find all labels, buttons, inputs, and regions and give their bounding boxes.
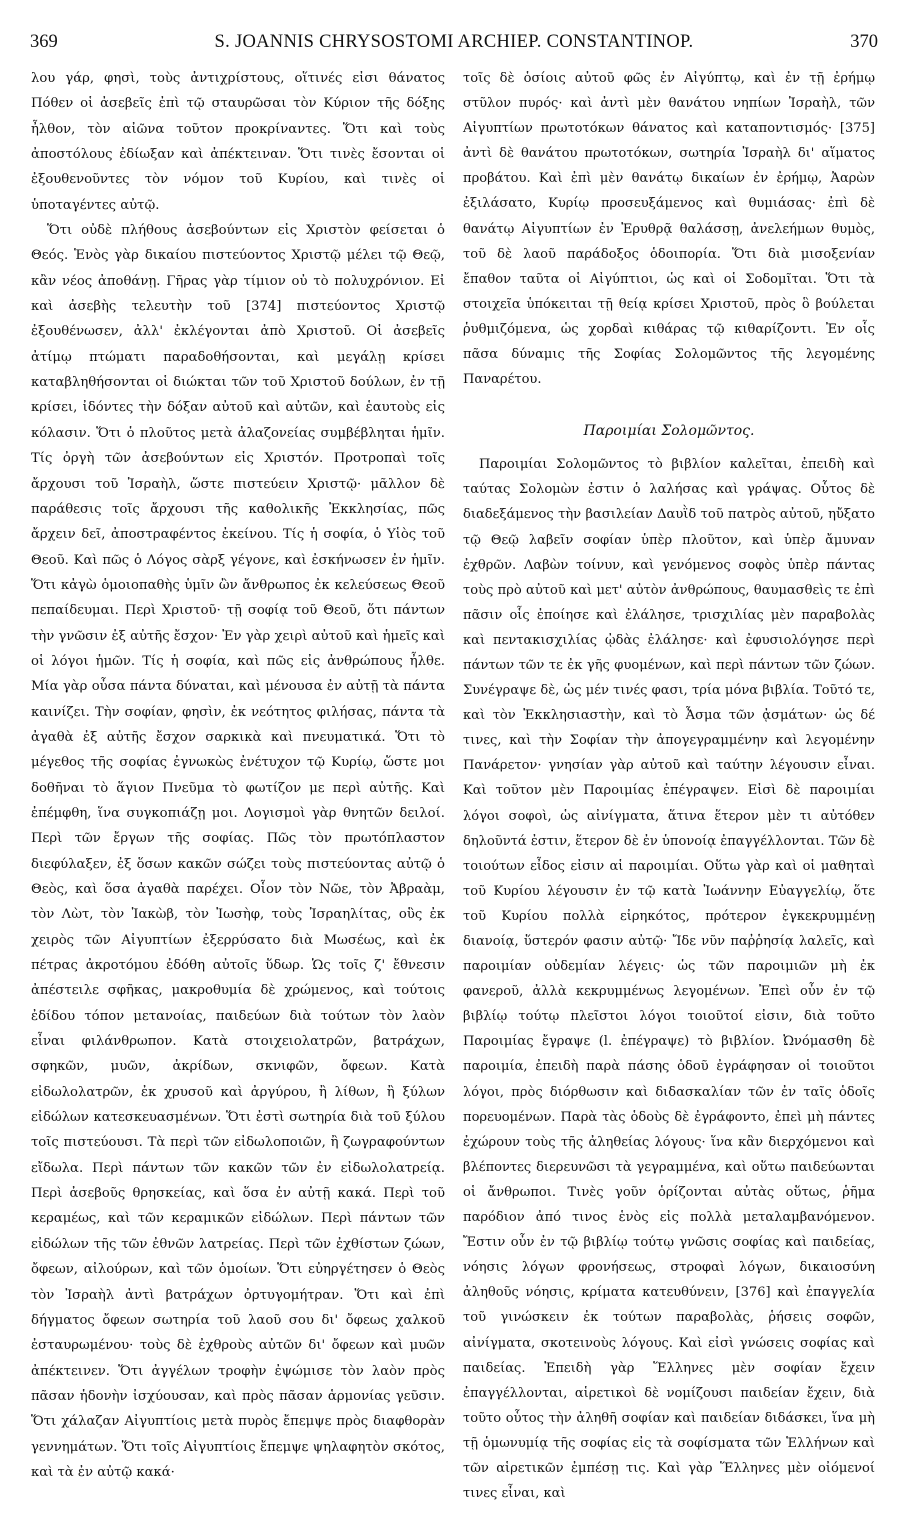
- running-title: S. JOANNIS CHRYSOSTOMI ARCHIEP. CONSTANTINOP.: [214, 32, 694, 52]
- right-intro-paragraph: τοῖς δὲ ὁσίοις αὐτοῦ φῶς ἐν Αἰγύπτῳ, καὶ ἐν τῇ ἐρήμῳ στῦλον πυρός· καὶ ἀντὶ μὲν θανάτου νηπίων Ἰσραὴλ, τῶν Αἰγυπτίων πρωτοτόκων θάνατος καὶ καταποντισμός· [375] ἀντὶ δὲ θανάτου πρωτοτόκων, σωτηρία Ἰσραὴλ δι' αἵματος προβάτου. Καὶ ἐπὶ μὲν θανάτῳ δικαίων ἐν ἐρήμῳ, Ἀαρὼν ἐξιλάσατο, Κυρίῳ προσευξάμενος καὶ θυμιάσας· ἐπὶ δὲ θανάτῳ Αἰγυπτίων ἐν Ἐρυθρᾷ θαλάσσῃ, ἀνελεήμων θυμὸς, τοῦ δὲ λαοῦ παράδοξος ὁδοιπορία. Ὅτι διὰ μισοξενίαν ἔπαθον ταῦτα οἱ Αἰγύπτιοι, ὡς καὶ οἱ Σοδομῖται. Ὅτι τὰ στοιχεῖα ὑπόκειται τῇ θείᾳ κρίσει Χριστοῦ, πρὸς ὃ βούλεται ῥυθμιζόμενα, ὡς χορδαὶ κιθάρας τῷ κιθαρίζοντι. Ἐν οἷς πᾶσα δύναμις τῆς Σοφίας Σολομῶντος τῆς λεγομένης Παναρέτου.: [463, 71, 875, 388]
- left-paragraph-2: Ὅτι οὐδὲ πλήθους ἀσεβούντων εἰς Χριστὸν φείσεται ὁ Θεός. Ἑνὸς γὰρ δικαίου πιστεύοντος Χριστῷ μέλει τῷ Θεῷ, κἂν νέος ἀποθάνῃ. Γῆρας γὰρ τίμιον οὐ τὸ πολυχρόνιον. Εἰ καὶ ἀσεβὴς τελευτὴν τοῦ [374] πιστεύοντος Χριστῷ ἐξουθένωσεν, ἀλλ' ἐκλέγονται ἀπὸ Χριστοῦ. Οἱ ἀσεβεῖς ἀτίμῳ πτώματι παραδοθήσονται, καὶ μεγάλῃ κρίσει καταβληθήσονται οἱ διώκται τῶν τοῦ Χριστοῦ δούλων, ἐν τῇ κρίσει, ἰδόντες τὴν δόξαν αὐτοῦ καὶ αὐτῶν, καὶ ἑαυτοὺς εἰς κόλασιν. Ὅτι ὁ πλοῦτος μετὰ ἀλαζονείας συμβέβληται ἡμῖν. Τίς ὀργὴ τῶν ἀσεβούντων εἰς Χριστόν. Προτροπαὶ τοῖς ἄρχουσι τοῦ Ἰσραὴλ, ὥστε πιστεύειν Χριστῷ· μᾶλλον δὲ παράθεσις τοῖς ἄρχουσι τῆς καθολικῆς Ἐκκλησίας, πῶς ἄρχειν δεῖ, ἀποστραφέντος ἐκείνου. Τίς ἡ σοφία, ὁ Υἱὸς τοῦ Θεοῦ. Καὶ πῶς ὁ Λόγος σὰρξ γέγονε, καὶ ἐσκήνωσεν ἐν ἡμῖν. Ὅτι κἀγὼ ὁμοιοπαθὴς ὑμῖν ὢν ἄνθρωπος ἐκ κελεύσεως Θεοῦ πεπαίδευμαι. Περὶ Χριστοῦ· τῇ σοφίᾳ τοῦ Θεοῦ, ὅτι πάντων τὴν γνῶσιν ἐξ αὐτῆς ἔσχον· Ἐν γὰρ χειρὶ αὐτοῦ καὶ ἡμεῖς καὶ οἱ λόγοι ἡμῶν. Τίς ἡ σοφία, καὶ πῶς εἰς ἀνθρώπους ἦλθε. Μία γὰρ οὖσα πάντα δύναται, καὶ μένουσα ἐν αὐτῇ τὰ πάντα καινίζει. Τὴν σοφίαν, φησὶν, ἐκ νεότητος φιλήσας, πάντα τὰ ἀγαθὰ ἐξ αὐτῆς ἔσχον σαρκικὰ καὶ πνευματικά. Ὅτι τὸ μέγεθος τῆς σοφίας ἐγνωκὼς ἐνέτυχον τῷ Κυρίῳ, ὥστε μοι δοθῆναι τὸ ἅγιον Πνεῦμα τὸ φωτίζον με περὶ αὐτῆς. Καὶ ἐπέμφθη, ἵνα συγκοπιάζῃ μοι. Λογισμοὶ γὰρ θνητῶν δειλοί. Περὶ τῶν ἔργων τῆς σοφίας. Πῶς τὸν πρωτόπλαστον διεφύλαξεν, ἐξ ὅσων κακῶν σώζει τοὺς πιστεύοντας αὐτῷ ὁ Θεὸς, καὶ ὅσα ἀγαθὰ παρέχει. Οἷον τὸν Νῶε, τὸν Ἀβραὰμ, τὸν Λὼτ, τὸν Ἰακὼβ, τὸν Ἰωσὴφ, τοὺς Ἰσραηλίτας, οὓς ἐκ χειρὸς τῶν Αἰγυπτίων ἐξερρύσατο διὰ Μωσέως, καὶ ἐκ πέτρας ἀκροτόμου ἐδόθη αὐτοῖς ὕδωρ. Ὡς τοῖς ζ' ἔθνεσιν ἀπέστειλε σφῆκας, μακροθυμία δὲ χρώμενος, καὶ τούτοις ἐδίδου τόπον μετανοίας, παιδεύων διὰ τούτων τὸν λαὸν εἶναι φιλάνθρωπον. Κατὰ στοιχειολατρῶν, βατράχων, σφηκῶν, μυῶν, ἀκρίδων, σκνιφῶν, ὄφεων. Κατὰ εἰδωλολατρῶν, ἐκ χρυσοῦ καὶ ἀργύρου, ἢ λίθων, ἢ ξύλων εἰδώλων κατεσκευασμένων. Ὅτι ἐστὶ σωτηρία διὰ τοῦ ξύλου τοῖς πιστεύουσι. Τὰ περὶ τῶν εἰδωλοποιῶν, ἢ ζωγραφούντων εἴδωλα. Περὶ πάντων τῶν κακῶν τῶν ἐν εἰδωλολατρείᾳ. Περὶ ἀσεβοῦς θρησκείας, καὶ ὅσα ἐν αὐτῇ κακά. Περὶ τοῦ κεραμέως, καὶ τῶν κεραμικῶν εἰδώλων. Περὶ πάντων τῶν εἰδώλων τῆς τῶν ἐθνῶν λατρείας. Περὶ τῶν ἐχθίστων ζώων, ὄφεων, αἰλούρων, καὶ τῶν ὁμοίων. Ὅτι εὐηργέτησεν ὁ Θεὸς τὸν Ἰσραὴλ ἀντὶ βατράχων ὀρτυγομήτραν. Ὅτι καὶ ἐπὶ δήγματος ὄφεων σωτηρία τοῦ λαοῦ σου δι' ὄφεως χαλκοῦ ἐσταυρωμένου· τοὺς δὲ ἐχθροὺς αὐτῶν δι' ὄφεων καὶ μυῶν ἀπέκτεινεν. Ὅτι ἀγγέλων τροφὴν ἐψώμισε τὸν λαὸν πρὸς πᾶσαν ἡδονὴν ἰσχύουσαν, καὶ πρὸς πᾶσαν ἁρμονίας γεῦσιν. Ὅτι χάλαζαν Αἰγυπτίοις μετὰ πυρὸς ἔπεμψε πρὸς διαφθορὰν γεννημάτων. Ὅτι τοῖς Αἰγυπτίοις ἔπεμψε ψηλαφητὸν σκότος, καὶ τὰ ἐν αὐτῷ κακά·: [31, 223, 445, 1480]
- section-title: Παροιμίαι Σολομῶντος.: [583, 423, 755, 440]
- left-column: [31, 66, 445, 1485]
- right-body-paragraph: Παροιμίαι Σολομῶντος τὸ βιβλίον καλεῖται, ἐπειδὴ καὶ ταύτας Σολομὼν ἐστιν ὁ λαλήσας καὶ γράψας. Οὗτος δὲ διαδεξάμενος τὴν βασιλείαν Δαυῒδ τοῦ πατρὸς αὐτοῦ, ηὔξατο τῷ Θεῷ λαβεῖν σοφίαν ὑπὲρ πλοῦτον, καὶ ὑπὲρ ἄμυναν ἐχθρῶν. Λαβὼν τοίνυν, καὶ γενόμενος σοφὸς ὑπὲρ πάντας τοὺς πρὸ αὐτοῦ καὶ μετ' αὐτὸν ἀνθρώπους, θαυμασθεὶς τε ἐπὶ πᾶσιν οἷς ἐποίησε καὶ ἐλάλησε, τρισχιλίας μὲν παραβολὰς καὶ πεντακισχιλίας ᾠδὰς ἐλάλησε· καὶ ἐφυσιολόγησε περὶ πάντων τῶν τε ἐκ γῆς φυομένων, καὶ περὶ πάντων τῶν ζώων. Συνέγραψε δὲ, ὡς μέν τινές φασι, τρία μόνα βιβλία. Τοῦτό τε, καὶ τὸν Ἐκκλησιαστὴν, καὶ τὸ Ἆσμα τῶν ᾀσμάτων· ὡς δέ τινες, καὶ τὴν Σοφίαν τὴν ἀπογεγραμμένην καὶ λεγομένην Πανάρετον· γνησίαν γὰρ αὐτοῦ καὶ ταύτην λέγουσιν εἶναι. Καὶ τοῦτον μὲν Παροιμίας ἐπέγραψεν. Εἰσὶ δὲ παροιμίαι λόγοι σοφοὶ, ὡς αἰνίγματα, ἅτινα ἕτερον μὲν τι αὐτόθεν δηλοῦντά ἐστιν, ἕτερον δὲ ἐν ὑπονοίᾳ ἐπαγγέλλονται. Τῶν δὲ τοιούτων εἶδος εἰσιν αἱ παροιμίαι. Οὕτω γὰρ καὶ οἱ μαθηταὶ τοῦ Κυρίου λέγουσιν ἐν τῷ κατὰ Ἰωάννην Εὐαγγελίῳ, ὅτε τοῦ Κυρίου πολλὰ εἰρηκότος, πρότερον ἐγκεκρυμμένῃ διανοίᾳ, ὕστερόν φασιν αὐτῷ· Ἴδε νῦν παῤῥησίᾳ λαλεῖς, καὶ παροιμίαν οὐδεμίαν λέγεις· ὡς τῶν παροιμιῶν μὴ ἐκ φανεροῦ, ἀλλὰ κεκρυμμένως λεγομένων. Ἐπεὶ οὖν ἐν τῷ βιβλίῳ τούτῳ πλεῖστοι λόγοι τοιοῦτοί εἰσιν, διὰ τοῦτο Παροιμίας ἔγραψε (l. ἐπέγραψε) τὸ βιβλίον. Ὠνόμασθη δὲ παροιμία, ἐπειδὴ παρὰ πάσης ὁδοῦ ἐγράφησαν οἱ τοιοῦτοι λόγοι, πρὸς διόρθωσιν καὶ διδασκαλίαν τῶν ἐν ταῖς ὁδοῖς πορευομένων. Παρὰ τὰς ὁδοὺς δὲ ἐγράφοντο, ἐπεὶ μὴ πάντες ἐχώρουν τοὺς τῆς ἀληθείας λόγους· ἵνα κἂν διερχόμενοι καὶ βλέποντες διερευνῶσι τὰ γεγραμμένα, καὶ οὕτω παιδεύωνται οἱ ἄνθρωποι. Τινὲς γοῦν ὁρίζονται αὐτὰς οὕτως, ῥῆμα παρόδιον ἀπό τινος ἑνὸς εἰς πολλὰ μεταλαμβανόμενον. Ἔστιν οὖν ἐν τῷ βιβλίῳ τούτῳ γνῶσις σοφίας καὶ παιδείας, νόησις λόγων φρονήσεως, στροφαὶ λόγων, δικαιοσύνη ἀληθοῦς νόησις, κρίματα κατευθύνειν, [376] καὶ ἐπαγγελία τοῦ γινώσκειν ἐκ τούτων παραβολὰς, ῥήσεις σοφῶν, αἰνίγματα, σκοτεινοὺς λόγους. Καὶ εἰσὶ γνώσεις σοφίας καὶ παιδείας. Ἐπειδὴ γὰρ Ἕλληνες μὲν σοφίαν ἔχειν ἐπαγγέλλονται, αἱρετικοὶ δὲ νομίζουσι παιδείαν ἔχειν, διὰ τοῦτο οὗτος τὴν ἀληθῆ σοφίαν καὶ παιδείαν διδάσκει, ἵνα μὴ τῇ ὁμωνυμίᾳ τῆς σοφίας εἰς τὰ σοφίσματα τῶν Ἑλλήνων καὶ τῶν αἱρετικῶν ἐμπέσῃ τις. Καὶ γὰρ Ἕλληνες μὲν οἰόμενοί τινες εἶναι, καὶ: [463, 457, 875, 1502]
- page-number-left: 369: [30, 32, 58, 52]
- left-paragraph-1: λου γάρ, φησὶ, τοὺς ἀντιχρίστους, οἵτινές εἰσι θάνατος Πόθεν οἱ ἀσεβεῖς ἐπὶ τῷ σταυρῶσαι τὸν Κύριον τῆς δόξης ἦλθον, τὸν αἰῶνα τοῦτον προκρίναντες. Ὅτι καὶ τοὺς ἀποστόλους ἐδίωξαν καὶ ἀπέκτειναν. Ὅτι τινὲς ἔσονται οἱ ἐξουθενοῦντες τὸν νόμον τοῦ Κυρίου, καὶ τινὲς οἱ ὑποταγέντες αὐτῷ.: [31, 71, 445, 213]
- right-column: [463, 66, 875, 1506]
- page-number-right: 370: [850, 32, 878, 52]
- running-head: [30, 32, 878, 58]
